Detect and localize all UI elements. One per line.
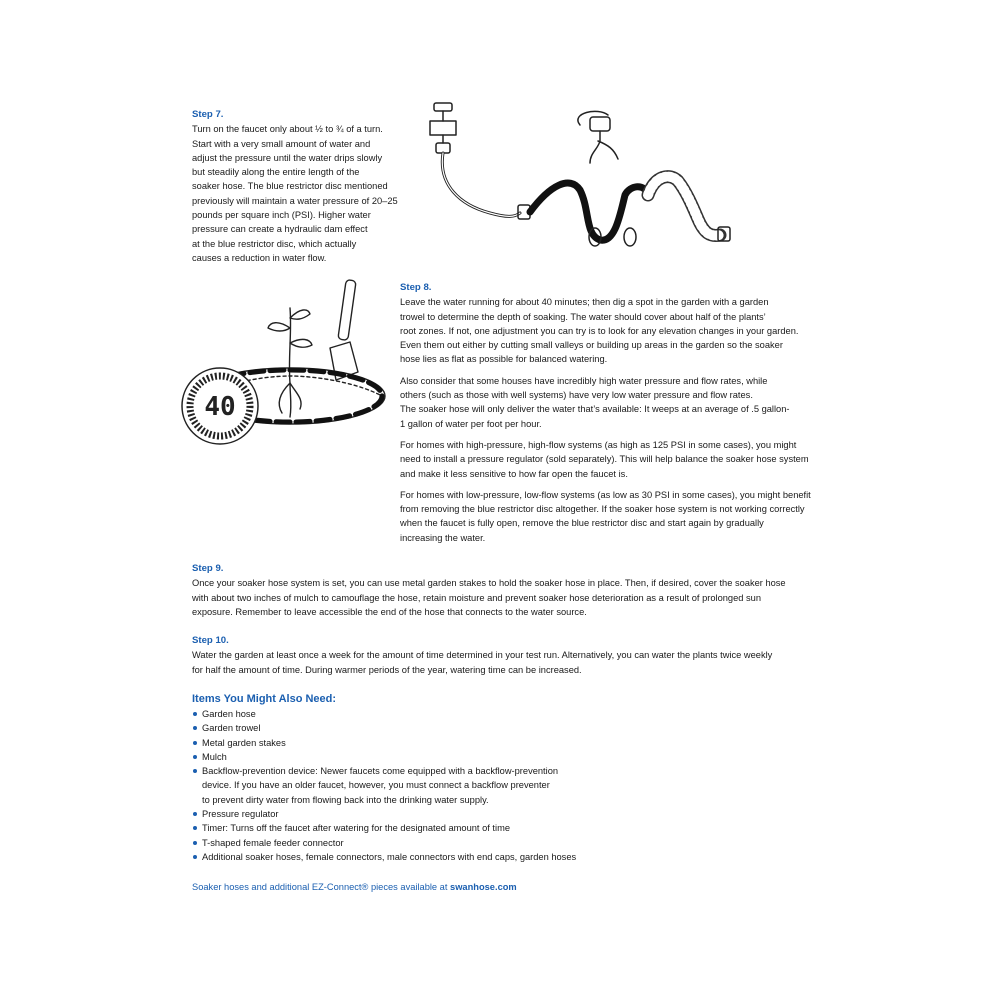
text-line: Backflow-prevention device: Newer faucets come equipped with a backflow-prevention <box>202 766 559 777</box>
step-8-body <box>400 295 840 545</box>
list-item <box>192 750 832 764</box>
text-line: pressure can create a hydraulic dam effect <box>192 224 368 235</box>
list-item <box>192 764 832 807</box>
text-line: need to install a pressure regulator (sold separately). This will help balance the soaker hose system <box>400 454 809 465</box>
step-8-paragraph <box>400 488 840 545</box>
text-line: with about two inches of mulch to camouflage the hose, retain moisture and prevent soaker hose deterioration as a result of prolonged sun <box>192 592 761 603</box>
text-line: Leave the water running for about 40 minutes; then dig a spot in the garden with a garden <box>400 297 769 308</box>
text-line: when the faucet is fully open, remove the blue restrictor disc and start again by gradually <box>400 518 764 529</box>
step-8-title: Step 8. <box>400 282 432 293</box>
text-line: to prevent dirty water from flowing back into the drinking water supply. <box>202 794 489 805</box>
text-line: Garden hose <box>202 709 256 719</box>
items-list <box>192 707 832 864</box>
text-line: 1 gallon of water per foot per hour. <box>400 418 542 429</box>
footer-note <box>192 880 832 894</box>
timer-dial <box>182 368 258 444</box>
step-7-section <box>192 108 422 265</box>
step-7-title: Step 7. <box>192 109 224 120</box>
text-line: increasing the water. <box>400 532 486 543</box>
text-line: exposure. Remember to leave accessible the end of the hose that connects to the water source. <box>192 606 587 617</box>
list-item <box>192 850 832 864</box>
text-line: Timer: Turns off the faucet after watering for the designated amount of time <box>202 823 510 834</box>
text-line: Even them out either by cutting small valleys or building up areas in the garden so the soaker <box>400 340 783 351</box>
text-line: at the blue restrictor disc, which actually <box>192 238 357 249</box>
text-line: Once your soaker hose system is set, you can use metal garden stakes to hold the soaker hose in place. Then, if desired, cover the soaker hose <box>192 578 786 589</box>
step-10-title: Step 10. <box>192 635 229 646</box>
step-9-body <box>192 576 832 619</box>
text-line: For homes with high-pressure, high-flow systems (as high as 125 PSI in some cases), you might <box>400 439 797 450</box>
text-line: trowel to determine the depth of soaking. The water should cover about half of the plants’ <box>400 311 766 322</box>
text-line: pounds per square inch (PSI). Higher water <box>192 210 371 221</box>
text-line: Additional soaker hoses, female connectors, male connectors with end caps, garden hoses <box>202 851 577 862</box>
text-line: device. If you have an older faucet, however, you must connect a backflow preventer <box>202 780 550 791</box>
list-item <box>192 807 832 821</box>
step-8-section <box>400 281 840 545</box>
text-line: adjust the pressure until the water drips slowly <box>192 152 383 163</box>
list-item <box>192 707 832 721</box>
text-line: soaker hose. The blue restrictor disc mentioned <box>192 181 388 192</box>
step-8-paragraph <box>400 374 840 431</box>
list-item <box>192 821 832 835</box>
footer-text: Soaker hoses and additional EZ-Connect® pieces available at <box>192 882 451 892</box>
text-line: but steadily along the entire length of the <box>192 167 360 178</box>
text-line: others (such as those with well systems) have very low water pressure and flow rates. <box>400 390 753 401</box>
text-line: from removing the blue restrictor disc altogether. If the soaker hose system is not working correctly <box>400 504 805 515</box>
text-line: causes a reduction in water flow. <box>192 252 327 263</box>
text-line: The soaker hose will only deliver the water that’s available: It weeps at an average of .5 gallon- <box>400 404 790 415</box>
step-10-section <box>192 634 832 677</box>
step-8-paragraph <box>400 438 840 481</box>
text-line: Water the garden at least once a week for the amount of time determined in your test run. Alternatively, you can water the plants twice weekly <box>192 650 773 661</box>
text-line: Also consider that some houses have incredibly high water pressure and flow rates, while <box>400 375 768 386</box>
text-line: For homes with low-pressure, low-flow systems (as low as 30 PSI in some cases), you might benefit <box>400 489 811 500</box>
text-line: Garden trowel <box>202 723 261 734</box>
text-line: previously will maintain a water pressure of 20–25 <box>192 195 398 206</box>
list-item <box>192 721 832 735</box>
text-line: Pressure regulator <box>202 809 279 820</box>
timer-display: 40 <box>204 392 236 422</box>
text-line: Metal garden stakes <box>202 737 286 748</box>
text-line: and make it less sensitive to how far open the faucet is. <box>400 468 628 479</box>
step-8-paragraph <box>400 295 840 366</box>
text-line: Start with a very small amount of water and <box>192 138 371 149</box>
text-line: hose lies as flat as possible for balanced watering. <box>400 354 608 365</box>
items-title: Items You Might Also Need: <box>192 693 337 705</box>
step-7-body <box>192 122 422 265</box>
text-line: for half the amount of time. During warmer periods of the year, watering time can be increased. <box>192 664 582 675</box>
text-line: Mulch <box>202 751 227 762</box>
step-10-body <box>192 648 832 677</box>
step-9-title: Step 9. <box>192 563 224 574</box>
text-line: Turn on the faucet only about ½ to ¾ of a turn. <box>192 124 383 135</box>
footer-link[interactable]: swanhose.com <box>450 882 517 892</box>
faucet-hose-assembly-illustration <box>420 95 750 255</box>
step-9-section <box>192 562 832 619</box>
garden-bed-with-timer-illustration <box>180 278 390 448</box>
text-line: T-shaped female feeder connector <box>202 837 344 848</box>
items-section <box>192 692 832 864</box>
text-line: root zones. If not, one adjustment you can try is to look for any elevation changes in your garden. <box>400 325 799 336</box>
list-item <box>192 736 832 750</box>
list-item <box>192 836 832 850</box>
